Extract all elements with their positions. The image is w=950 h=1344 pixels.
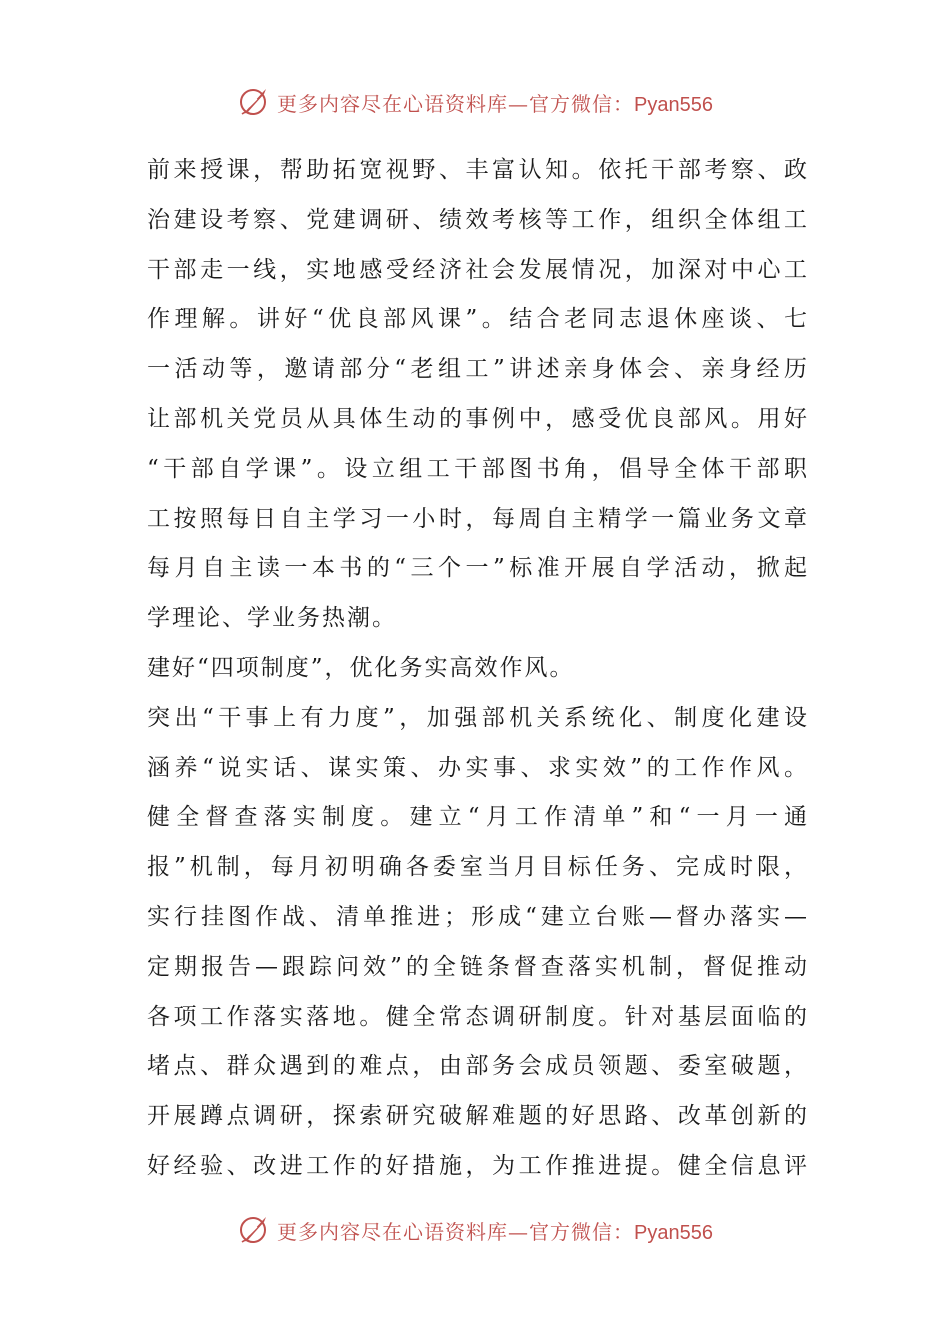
text-line: “干部自学课”。设立组工干部图书角，倡导全体干部职 [147,455,807,482]
document-body [147,146,807,1192]
text-line: 让部机关党员从具体生动的事例中，感受优良部风。用好 [147,405,807,432]
text-line: 前来授课，帮助拓宽视野、丰富认知。依托干部考察、政 [147,157,807,183]
text-line: 堵点、群众遇到的难点，由部务会成员领题、委室破题， [147,1053,807,1080]
text-line: 实行挂图作战、清单推进；形成“建立台账—督办落实— [147,903,807,930]
text-line: 治建设考察、党建调研、绩效考核等工作，组织全体组工 [147,206,807,233]
header-watermark [0,84,950,120]
text-line: 涵养“说实话、谋实策、办实事、求实效”的工作作风。 [147,754,807,781]
text-line: 作理解。讲好“优良部风课”。结合老同志退休座谈、七 [147,306,807,333]
watermark-text: 更多内容尽在心语资料库—官方微信：Pyan556 [277,91,713,116]
text-line: 干部走一线，实地感受经济社会发展情况，加深对中心工 [147,256,807,283]
text-line: 好经验、改进工作的好措施，为工作推进提。健全信息评 [147,1152,807,1179]
quill-logo-icon [237,85,271,119]
text-line: 突出“干事上有力度”，加强部机关系统化、制度化建设 [147,704,807,731]
watermark-text: 更多内容尽在心语资料库—官方微信：Pyan556 [277,1219,713,1244]
text-line: 工按照每日自主学习一小时，每周自主精学一篇业务文章 [147,505,807,532]
quill-logo-icon [237,1213,271,1247]
text-line: 每月自主读一本书的“三个一”标准开展自学活动，掀起 [147,555,807,582]
wechat-id: Pyan556 [634,93,713,116]
text-line: 各项工作落实落地。健全常态调研制度。针对基层面临的 [147,1003,807,1030]
section-heading: 建好“四项制度”，优化务实高效作风。 [147,654,575,681]
text-line: 健全督查落实制度。建立“月工作清单”和“一月一通 [147,804,807,831]
text-line: 开展蹲点调研，探索研究破解难题的好思路、改革创新的 [147,1103,807,1130]
footer-watermark [0,1212,950,1248]
text-line: 报”机制，每月初明确各委室当月目标任务、完成时限， [147,854,807,881]
text-line: 一活动等，邀请部分“老组工”讲述亲身体会、亲身经历 [147,356,807,383]
wechat-id: Pyan556 [634,1221,713,1244]
text-line: 学理论、学业务热潮。 [147,605,397,632]
text-line: 定期报告—跟踪问效”的全链条督查落实机制，督促推动 [147,953,807,980]
